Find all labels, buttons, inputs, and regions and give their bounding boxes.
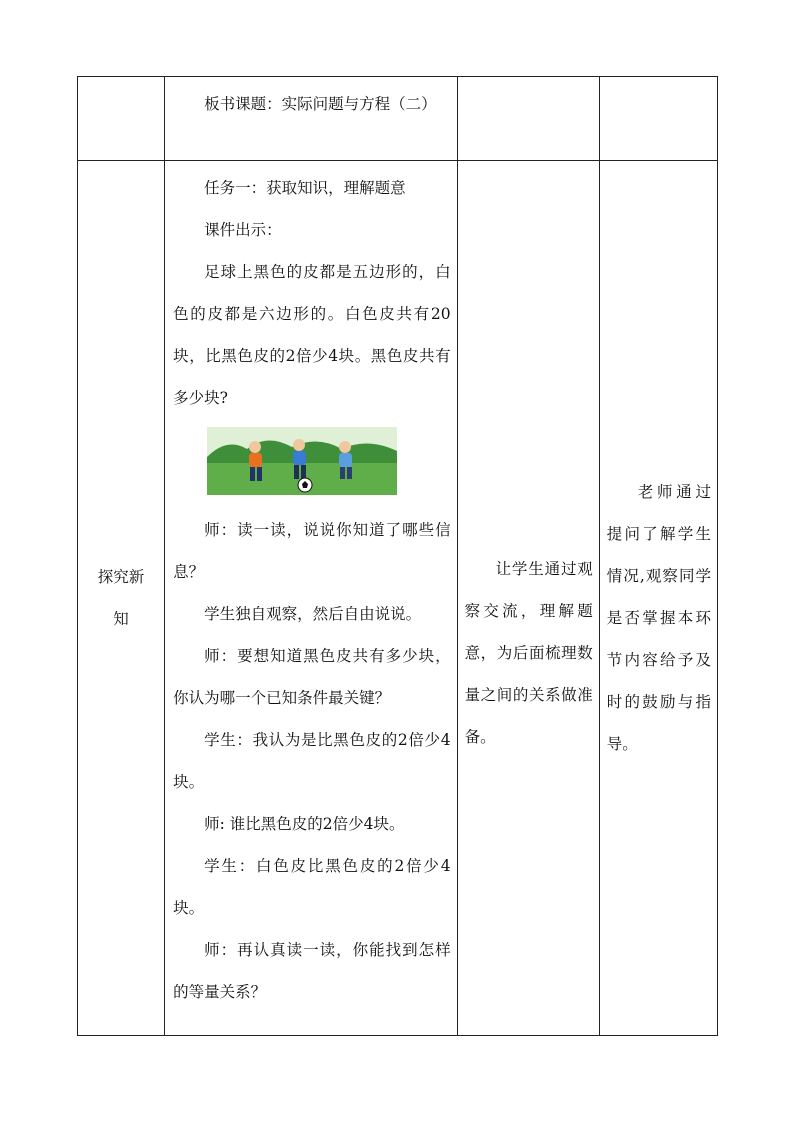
- evaluation-text: 老师通过提问了解学生情况,观察同学是否掌握本环节内容给予及时的鼓励与指导。: [606, 483, 711, 753]
- stage-label-line2: 知: [113, 610, 129, 628]
- children-soccer-picture-icon: [207, 427, 397, 495]
- title-eval-cell: [599, 77, 717, 161]
- stage-label-line1: 探究新: [97, 568, 145, 586]
- student-line-2: 学生：我认为是比黑色皮的2倍少4块。: [173, 731, 451, 791]
- title-stage-cell: [78, 77, 165, 161]
- problem-text: 足球上黑色的皮都是五边形的，白色的皮都是六边形的。白色皮共有20块，比黑色皮的2倍少4块。黑色皮共有多少块?: [173, 263, 451, 407]
- courseware-label: 课件出示：: [204, 221, 282, 239]
- teacher-line-2: 师：要想知道黑色皮共有多少块，你认为哪一个已知条件最关键？: [173, 647, 451, 707]
- title-intent-cell: [457, 77, 599, 161]
- evaluation-cell: [599, 161, 717, 1036]
- student-line-3: 学生：白色皮比黑色皮的2倍少4块。: [173, 857, 451, 917]
- intent-cell: [457, 161, 599, 1036]
- activity-cell: [165, 161, 457, 1036]
- stage-cell: [78, 161, 165, 1036]
- teacher-line-3: 师: 谁比黑色皮的2倍少4块。: [204, 815, 405, 833]
- student-line-1: 学生独自观察，然后自由说说。: [204, 605, 422, 623]
- teacher-line-4: 师：再认真读一读，你能找到怎样的等量关系？: [173, 941, 451, 1001]
- teacher-line-1: 师：读一读，说说你知道了哪些信息？: [173, 521, 451, 581]
- design-intent-text: 让学生通过观察交流，理解题意，为后面梳理数量之间的关系做准备。: [464, 560, 593, 746]
- main-row: [78, 161, 718, 1036]
- board-title: 板书课题：实际问题与方程（二）: [204, 95, 437, 113]
- title-content-cell: [165, 77, 457, 161]
- lesson-plan-table: [77, 76, 718, 1036]
- task-heading: 任务一：获取知识，理解题意: [204, 179, 406, 197]
- title-row: [78, 77, 718, 161]
